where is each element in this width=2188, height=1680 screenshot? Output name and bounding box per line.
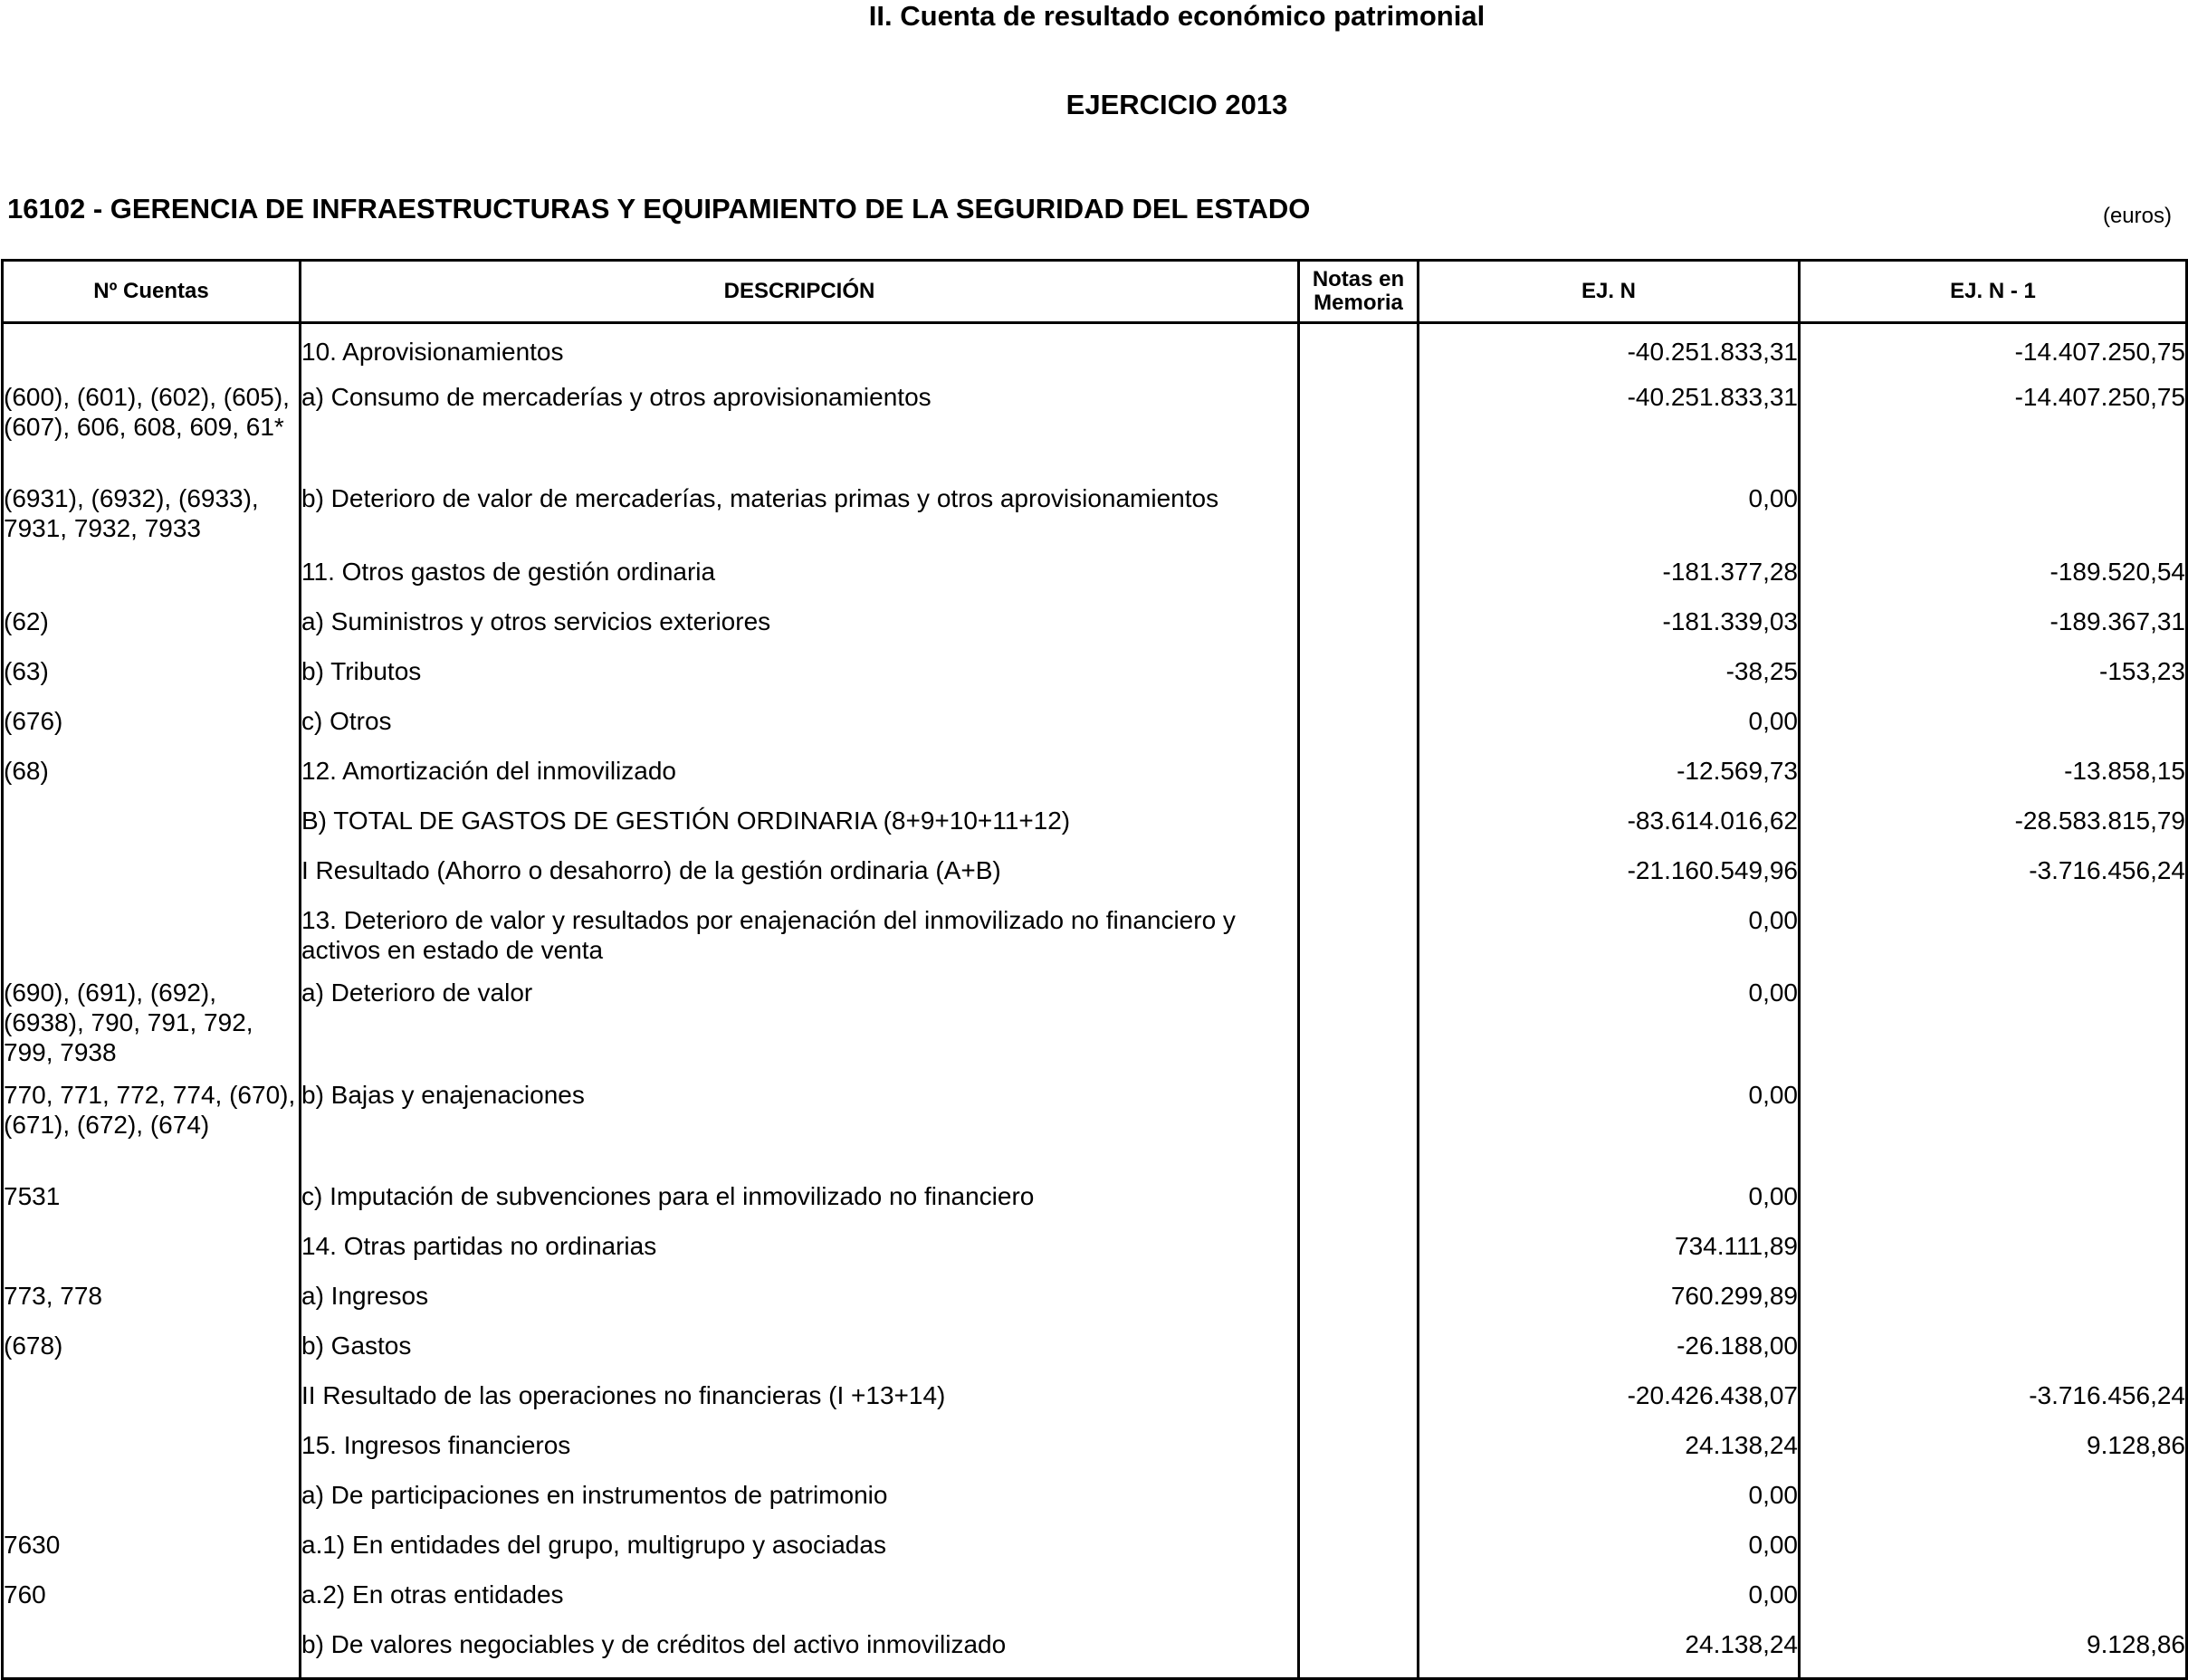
notes-cell [1299, 806, 1419, 855]
table-row [3, 1331, 2187, 1380]
description-cell: b) Bajas y enajenaciones [301, 1080, 1299, 1181]
previous-year-amount-cell: -28.583.815,79 [1800, 806, 2187, 855]
description-cell: 12. Amortización del inmovilizado [301, 756, 1299, 806]
previous-year-amount-cell [1800, 1331, 2187, 1380]
current-year-amount-cell: 0,00 [1419, 1480, 1800, 1530]
table-row [3, 1080, 2187, 1181]
description-cell: a) Ingresos [301, 1281, 1299, 1331]
current-year-amount-cell: 0,00 [1419, 1080, 1800, 1181]
table-row [3, 1380, 2187, 1430]
notes-cell [1299, 1080, 1419, 1181]
table-row [3, 1281, 2187, 1331]
previous-year-amount-cell: -3.716.456,24 [1800, 855, 2187, 905]
current-year-amount-cell: -20.426.438,07 [1419, 1380, 1800, 1430]
account-codes-cell: 770, 771, 772, 774, (670), (671), (672), (674) [3, 1080, 301, 1181]
notes-cell [1299, 1380, 1419, 1430]
notes-cell [1299, 978, 1419, 1080]
description-cell: a.2) En otras entidades [301, 1580, 1299, 1629]
description-cell: I Resultado (Ahorro o desahorro) de la gestión ordinaria (A+B) [301, 855, 1299, 905]
current-year-amount-cell: -181.339,03 [1419, 606, 1800, 656]
notes-cell [1299, 382, 1419, 483]
current-year-amount-cell: -21.160.549,96 [1419, 855, 1800, 905]
account-codes-cell: 773, 778 [3, 1281, 301, 1331]
previous-year-amount-cell [1800, 1480, 2187, 1530]
current-year-amount-cell: 24.138,24 [1419, 1430, 1800, 1480]
previous-year-amount-cell: -189.520,54 [1800, 557, 2187, 606]
table-row [3, 1530, 2187, 1580]
current-year-amount-cell: -38,25 [1419, 656, 1800, 706]
table-row [3, 557, 2187, 606]
notes-cell [1299, 905, 1419, 978]
description-cell: a) Deterioro de valor [301, 978, 1299, 1080]
table-row [3, 706, 2187, 756]
current-year-amount-cell: 0,00 [1419, 1530, 1800, 1580]
notes-cell [1299, 1580, 1419, 1629]
notes-cell [1299, 557, 1419, 606]
table-row [3, 978, 2187, 1080]
notes-cell [1299, 855, 1419, 905]
account-codes-cell: (678) [3, 1331, 301, 1380]
description-cell: a) Consumo de mercaderías y otros aprovisionamientos [301, 382, 1299, 483]
previous-year-amount-cell [1800, 1080, 2187, 1181]
entity-heading: 16102 - GERENCIA DE INFRAESTRUCTURAS Y EQUIPAMIENTO DE LA SEGURIDAD DEL ESTADO [7, 193, 1311, 224]
account-codes-cell [3, 557, 301, 606]
notes-cell [1299, 756, 1419, 806]
current-year-amount-cell: -181.377,28 [1419, 557, 1800, 606]
table-row [3, 1181, 2187, 1231]
account-codes-cell [3, 1231, 301, 1281]
table-row [3, 656, 2187, 706]
current-year-amount-cell: 0,00 [1419, 905, 1800, 978]
previous-year-amount-cell: -14.407.250,75 [1800, 323, 2187, 382]
previous-year-amount-cell: -13.858,15 [1800, 756, 2187, 806]
table-row [3, 1629, 2187, 1679]
table-row [3, 323, 2187, 382]
description-cell: 10. Aprovisionamientos [301, 323, 1299, 382]
previous-year-amount-cell [1800, 905, 2187, 978]
description-cell: 14. Otras partidas no ordinarias [301, 1231, 1299, 1281]
account-codes-cell [3, 855, 301, 905]
description-cell: B) TOTAL DE GASTOS DE GESTIÓN ORDINARIA (8+9+10+11+12) [301, 806, 1299, 855]
previous-year-amount-cell: -189.367,31 [1800, 606, 2187, 656]
previous-year-amount-cell [1800, 1231, 2187, 1281]
previous-year-amount-cell [1800, 978, 2187, 1080]
previous-year-amount-cell: 9.128,86 [1800, 1430, 2187, 1480]
account-codes-cell: (600), (601), (602), (605), (607), 606, 608, 609, 61* [3, 382, 301, 483]
fiscal-year-subtitle: EJERCICIO 2013 [1065, 89, 1288, 120]
notes-cell [1299, 1331, 1419, 1380]
previous-year-amount-cell: 9.128,86 [1800, 1629, 2187, 1679]
current-year-amount-cell: -40.251.833,31 [1419, 382, 1800, 483]
table-body [3, 323, 2187, 1679]
notes-cell [1299, 1629, 1419, 1679]
previous-year-amount-cell [1800, 483, 2187, 557]
previous-year-amount-cell: -3.716.456,24 [1800, 1380, 2187, 1430]
notes-cell [1299, 1281, 1419, 1331]
description-cell: b) Deterioro de valor de mercaderías, materias primas y otros aprovisionamientos [301, 483, 1299, 557]
current-year-amount-cell: 0,00 [1419, 483, 1800, 557]
description-cell: 15. Ingresos financieros [301, 1430, 1299, 1480]
notes-cell [1299, 1231, 1419, 1281]
previous-year-amount-cell [1800, 1281, 2187, 1331]
notes-cell [1299, 483, 1419, 557]
description-cell: 13. Deterioro de valor y resultados por enajenación del inmovilizado no financiero y activos en estado de venta [301, 905, 1299, 978]
income-statement-table [1, 259, 2188, 1680]
header-accounts: Nº Cuentas [3, 261, 301, 323]
current-year-amount-cell: 760.299,89 [1419, 1281, 1800, 1331]
current-year-amount-cell: 734.111,89 [1419, 1231, 1800, 1281]
account-codes-cell: 7630 [3, 1530, 301, 1580]
notes-cell [1299, 656, 1419, 706]
account-codes-cell: (676) [3, 706, 301, 756]
header-current-year: EJ. N [1419, 261, 1800, 323]
account-codes-cell [3, 1480, 301, 1530]
table-row [3, 905, 2187, 978]
description-cell: a.1) En entidades del grupo, multigrupo y asociadas [301, 1530, 1299, 1580]
previous-year-amount-cell: -153,23 [1800, 656, 2187, 706]
previous-year-amount-cell [1800, 1580, 2187, 1629]
notes-cell [1299, 323, 1419, 382]
account-codes-cell [3, 806, 301, 855]
previous-year-amount-cell [1800, 706, 2187, 756]
table-row [3, 1430, 2187, 1480]
header-description: DESCRIPCIÓN [301, 261, 1299, 323]
account-codes-cell: 7531 [3, 1181, 301, 1231]
account-codes-cell: (62) [3, 606, 301, 656]
table-row [3, 1231, 2187, 1281]
table-header-row [3, 261, 2187, 323]
account-codes-cell [3, 1430, 301, 1480]
previous-year-amount-cell [1800, 1181, 2187, 1231]
description-cell: II Resultado de las operaciones no financieras (I +13+14) [301, 1380, 1299, 1430]
header-previous-year: EJ. N - 1 [1800, 261, 2187, 323]
table-row [3, 1480, 2187, 1530]
account-codes-cell [3, 905, 301, 978]
current-year-amount-cell: -40.251.833,31 [1419, 323, 1800, 382]
description-cell: b) Tributos [301, 656, 1299, 706]
currency-units-label: (euros) [2102, 204, 2172, 228]
current-year-amount-cell: -26.188,00 [1419, 1331, 1800, 1380]
table-row [3, 1580, 2187, 1629]
previous-year-amount-cell [1800, 1530, 2187, 1580]
table-row [3, 606, 2187, 656]
account-codes-cell [3, 1380, 301, 1430]
table-row [3, 382, 2187, 483]
account-codes-cell: (68) [3, 756, 301, 806]
current-year-amount-cell: 0,00 [1419, 1181, 1800, 1231]
table-row [3, 483, 2187, 557]
current-year-amount-cell: -12.569,73 [1419, 756, 1800, 806]
notes-cell [1299, 1530, 1419, 1580]
table-row [3, 855, 2187, 905]
current-year-amount-cell: 0,00 [1419, 1580, 1800, 1629]
description-cell: c) Imputación de subvenciones para el inmovilizado no financiero [301, 1181, 1299, 1231]
description-cell: b) Gastos [301, 1331, 1299, 1380]
account-codes-cell [3, 323, 301, 382]
notes-cell [1299, 706, 1419, 756]
description-cell: a) De participaciones en instrumentos de patrimonio [301, 1480, 1299, 1530]
account-codes-cell: (6931), (6932), (6933), 7931, 7932, 7933 [3, 483, 301, 557]
description-cell: 11. Otros gastos de gestión ordinaria [301, 557, 1299, 606]
account-codes-cell: (690), (691), (692), (6938), 790, 791, 792, 799, 7938 [3, 978, 301, 1080]
account-codes-cell: 760 [3, 1580, 301, 1629]
header-notes: Notas en Memoria [1299, 261, 1419, 323]
document-title: II. Cuenta de resultado económico patrimonial [868, 0, 1486, 32]
previous-year-amount-cell: -14.407.250,75 [1800, 382, 2187, 483]
notes-cell [1299, 1430, 1419, 1480]
notes-cell [1299, 1480, 1419, 1530]
table-row [3, 806, 2187, 855]
current-year-amount-cell: 0,00 [1419, 706, 1800, 756]
current-year-amount-cell: 0,00 [1419, 978, 1800, 1080]
current-year-amount-cell: -83.614.016,62 [1419, 806, 1800, 855]
account-codes-cell [3, 1629, 301, 1679]
description-cell: b) De valores negociables y de créditos del activo inmovilizado [301, 1629, 1299, 1679]
notes-cell [1299, 1181, 1419, 1231]
current-year-amount-cell: 24.138,24 [1419, 1629, 1800, 1679]
description-cell: c) Otros [301, 706, 1299, 756]
description-cell: a) Suministros y otros servicios exteriores [301, 606, 1299, 656]
account-codes-cell: (63) [3, 656, 301, 706]
notes-cell [1299, 606, 1419, 656]
table-row [3, 756, 2187, 806]
